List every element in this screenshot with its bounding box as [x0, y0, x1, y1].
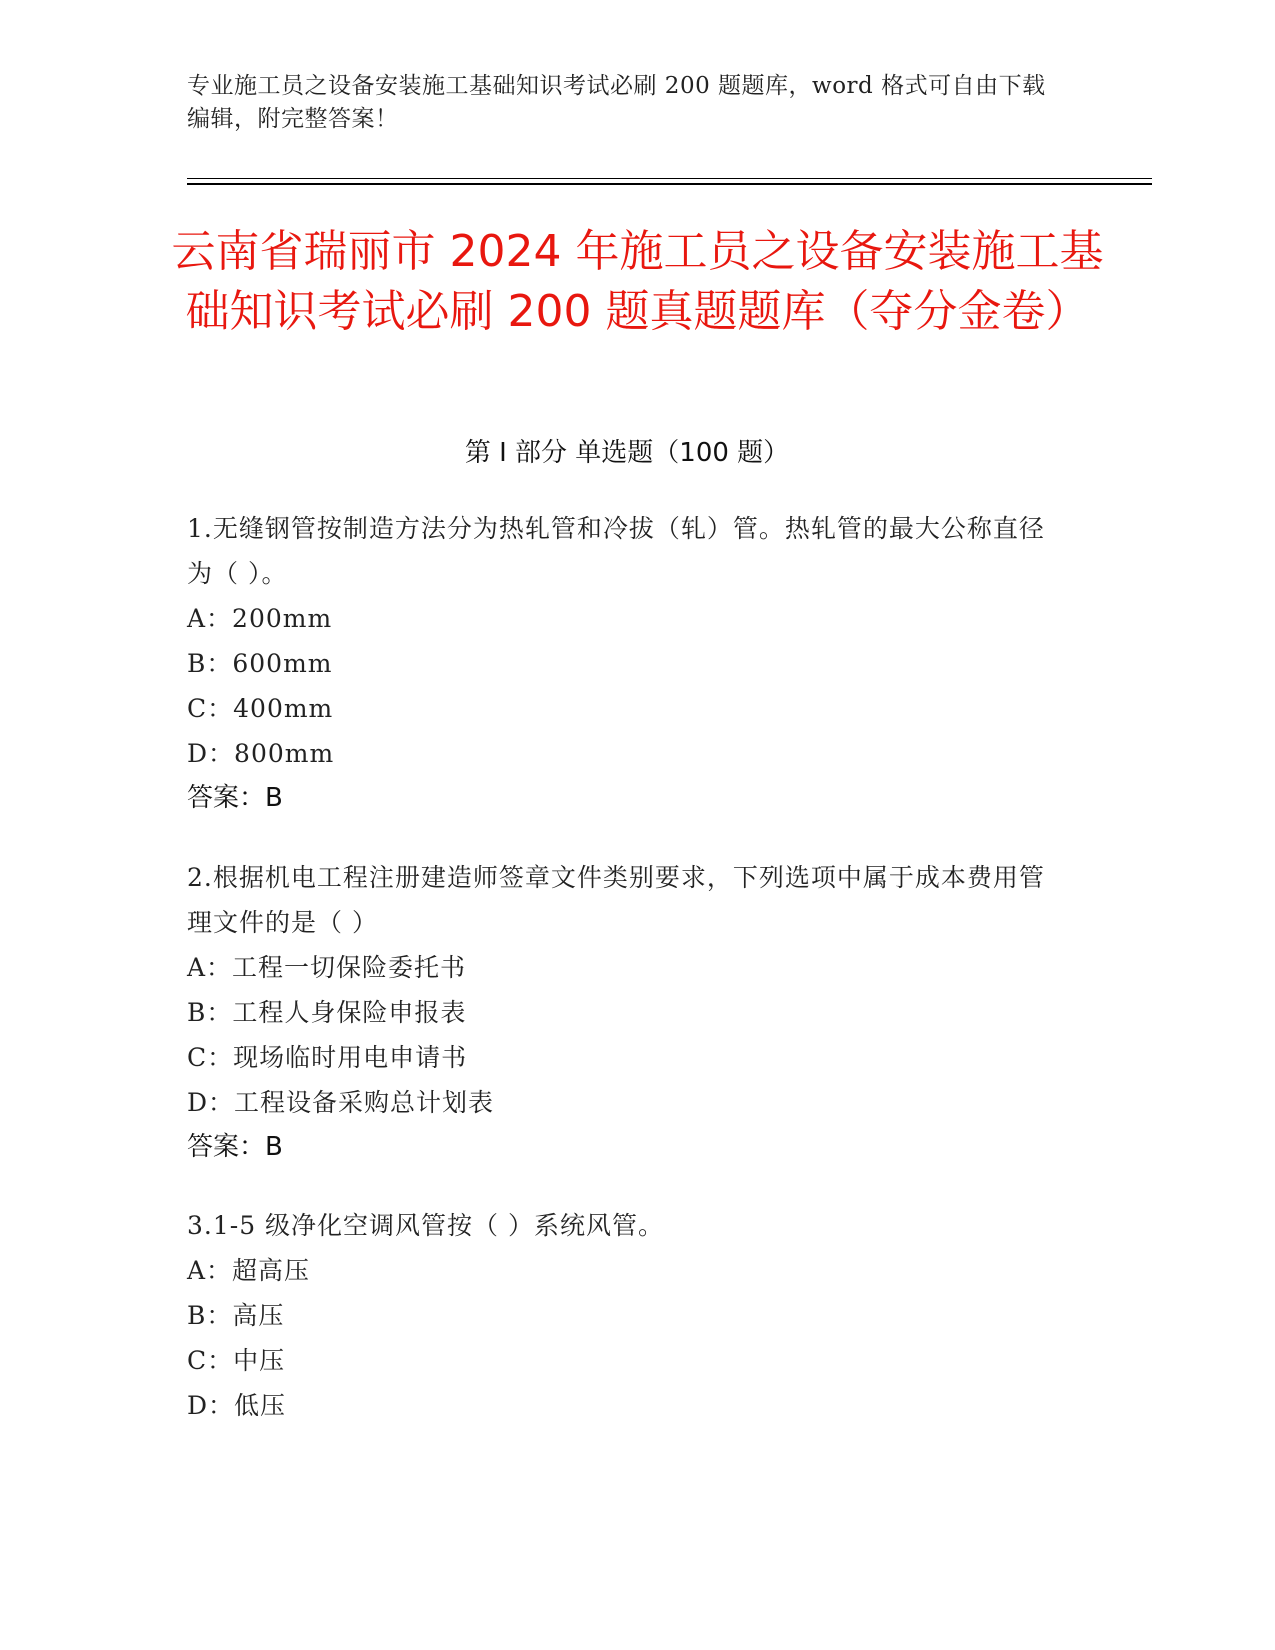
header-divider-thick	[187, 183, 1152, 185]
question-stem: 2.根据机电工程注册建造师签章文件类别要求，下列选项中属于成本费用管理文件的是（ ）	[187, 863, 1045, 937]
question-2	[187, 855, 1067, 1170]
option-a: A：工程一切保险委托书	[187, 953, 467, 982]
section-heading: 第 I 部分 单选题（100 题）	[464, 438, 790, 468]
option-c: C：中压	[187, 1346, 286, 1375]
option-c: C：400mm	[187, 694, 334, 723]
option-d: D：工程设备采购总计划表	[187, 1088, 495, 1117]
question-stem: 3.1-5 级净化空调风管按（ ）系统风管。	[187, 1211, 665, 1240]
option-b: B：高压	[187, 1301, 285, 1330]
option-c: C：现场临时用电申请书	[187, 1043, 468, 1072]
option-b: B：工程人身保险申报表	[187, 998, 467, 1027]
question-1	[187, 506, 1067, 821]
option-d: D：低压	[187, 1391, 287, 1420]
option-d: D：800mm	[187, 739, 335, 768]
question-stem: 1.无缝钢管按制造方法分为热轧管和冷拔（轧）管。热轧管的最大公称直径为（ ）。	[187, 514, 1045, 588]
header-note: 专业施工员之设备安装施工基础知识考试必刷 200 题题库，word 格式可自由下载编辑，附完整答案！	[187, 73, 1046, 132]
document-title: 云南省瑞丽市 2024 年施工员之设备安装施工基础知识考试必刷 200 题真题题库（夺分金卷）	[171, 226, 1104, 337]
option-a: A：超高压	[187, 1256, 311, 1285]
option-b: B：600mm	[187, 649, 333, 678]
answer: 答案：B	[187, 1132, 283, 1162]
question-3	[187, 1203, 1067, 1428]
header-divider-thin	[187, 178, 1152, 179]
answer: 答案：B	[187, 783, 283, 813]
option-a: A：200mm	[187, 604, 333, 633]
